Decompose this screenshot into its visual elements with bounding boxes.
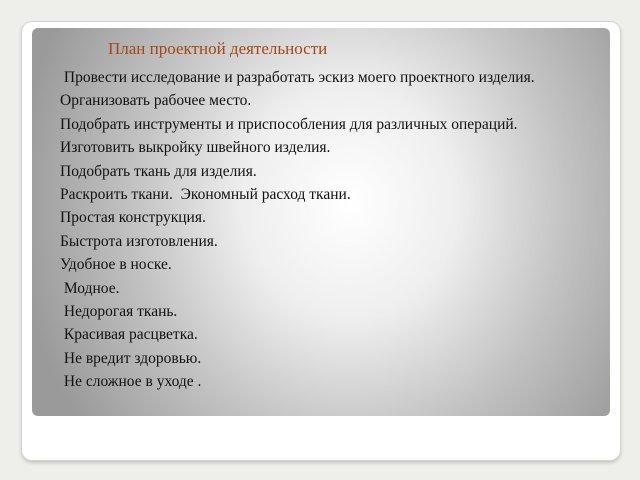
plan-item: Удобное в носке. <box>60 256 172 274</box>
plan-item: Подобрать ткань для изделия. <box>60 162 257 180</box>
plan-item: Красивая расцветка. <box>60 326 198 344</box>
plan-item: Модное. <box>60 279 120 297</box>
plan-item: Простая конструкция. <box>60 209 206 227</box>
plan-item: Изготовить выкройку швейного изделия. <box>60 139 331 157</box>
slide-title: План проектной деятельности <box>108 39 328 58</box>
plan-list <box>60 66 608 393</box>
plan-item: Провести исследование и разработать эскиз моего проектного изделия. <box>60 69 535 86</box>
plan-item: Раскроить ткани. Экономный расход ткани. <box>60 185 351 203</box>
plan-item: Не сложное в уходе . <box>60 373 202 391</box>
plan-item: Быстрота изготовления. <box>60 232 218 250</box>
plan-item: Подобрать инструменты и приспособления для различных операций. <box>60 115 518 133</box>
plan-item: Недорогая ткань. <box>60 302 178 320</box>
plan-item: Организовать рабочее место. <box>60 92 252 110</box>
plan-item: Не вредит здоровью. <box>60 349 202 367</box>
